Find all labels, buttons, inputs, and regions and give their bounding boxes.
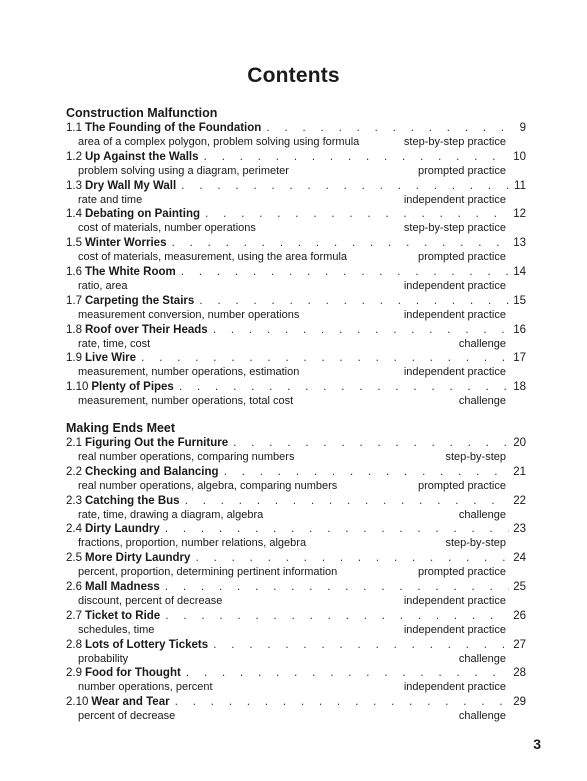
- toc-entry-line: [66, 150, 526, 164]
- toc-entry-line: [66, 580, 526, 594]
- lesson-page-number: 11: [514, 179, 526, 192]
- practice-level: prompted practice: [417, 479, 506, 492]
- toc-entry-details: [66, 337, 526, 351]
- lesson-number: 1.2: [66, 150, 82, 163]
- page-number: 3: [533, 736, 541, 752]
- lesson-number: 2.3: [66, 494, 82, 507]
- toc-entry-details: [66, 479, 526, 493]
- toc-entry-line: [66, 436, 526, 450]
- toc-entry-details: [66, 536, 526, 550]
- lesson-title: Lots of Lottery Tickets: [85, 638, 209, 651]
- toc-entry[interactable]: [66, 551, 526, 580]
- toc-entry[interactable]: [66, 121, 526, 150]
- lesson-number: 2.2: [66, 465, 82, 478]
- lesson-number: 1.5: [66, 237, 82, 250]
- practice-level: independent practice: [403, 623, 506, 636]
- practice-level: step-by-step practice: [403, 222, 506, 235]
- dot-leader: [199, 151, 510, 164]
- dot-leader: [174, 381, 509, 394]
- toc-entry[interactable]: [66, 580, 526, 609]
- lesson-topics: probability: [78, 652, 129, 665]
- toc-entry-line: [66, 695, 526, 709]
- toc-entry[interactable]: [66, 207, 526, 236]
- lesson-page-number: 29: [513, 696, 526, 709]
- table-of-contents: [66, 106, 526, 736]
- lesson-title: Figuring Out the Furniture: [85, 436, 229, 449]
- lesson-page-number: 20: [513, 436, 526, 449]
- lesson-page-number: 28: [513, 667, 526, 680]
- lesson-page-number: 21: [513, 465, 526, 478]
- toc-entry-line: [66, 638, 526, 652]
- practice-level: challenge: [458, 652, 506, 665]
- lesson-topics: percent, proportion, determining pertinent information: [78, 566, 338, 579]
- lesson-number: 2.10: [66, 696, 89, 709]
- dot-leader: [160, 523, 509, 536]
- practice-level: independent practice: [403, 594, 506, 607]
- lesson-topics: cost of materials, number operations: [78, 222, 256, 235]
- dot-leader: [170, 696, 510, 709]
- toc-entry-line: [66, 666, 526, 680]
- lesson-title: Checking and Balancing: [85, 465, 219, 478]
- dot-leader: [160, 581, 509, 594]
- toc-entry-line: [66, 551, 526, 565]
- lesson-number: 1.10: [66, 381, 89, 394]
- toc-section: [66, 421, 526, 724]
- toc-entry-details: [66, 164, 526, 178]
- lesson-number: 1.6: [66, 265, 82, 278]
- lesson-title: Plenty of Pipes: [91, 381, 174, 394]
- lesson-topics: cost of materials, measurement, using the area formula: [78, 251, 348, 264]
- toc-entry[interactable]: [66, 638, 526, 667]
- toc-entry-details: [66, 450, 526, 464]
- lesson-page-number: 16: [513, 323, 526, 336]
- toc-entry-line: [66, 179, 526, 193]
- practice-level: independent practice: [403, 308, 506, 321]
- toc-entry-details: [66, 394, 526, 408]
- practice-level: challenge: [458, 508, 506, 521]
- toc-entry-details: [66, 365, 526, 379]
- toc-entry-line: [66, 207, 526, 221]
- lesson-page-number: 18: [513, 381, 526, 394]
- lesson-topics: percent of decrease: [78, 710, 176, 723]
- section-title: Construction Malfunction: [66, 106, 218, 120]
- toc-entry-details: [66, 709, 526, 723]
- dot-leader: [208, 324, 510, 337]
- dot-leader: [166, 237, 509, 250]
- toc-entry-line: [66, 265, 526, 279]
- dot-leader: [176, 266, 509, 279]
- toc-entry-line: [66, 609, 526, 623]
- lesson-topics: rate, time, drawing a diagram, algebra: [78, 508, 264, 521]
- toc-entry-line: [66, 351, 526, 365]
- toc-entry-details: [66, 135, 526, 149]
- toc-entry-details: [66, 594, 526, 608]
- lesson-number: 2.5: [66, 552, 82, 565]
- practice-level: challenge: [458, 337, 506, 350]
- toc-entry-line: [66, 121, 526, 135]
- lesson-topics: fractions, proportion, number relations, algebra: [78, 537, 307, 550]
- lesson-page-number: 22: [513, 494, 526, 507]
- lesson-number: 2.7: [66, 609, 82, 622]
- practice-level: independent practice: [403, 366, 506, 379]
- lesson-title: Carpeting the Stairs: [85, 294, 195, 307]
- toc-entry-line: [66, 236, 526, 250]
- toc-entry-line: [66, 494, 526, 508]
- toc-entry-line: [66, 323, 526, 337]
- toc-entry[interactable]: [66, 351, 526, 380]
- lesson-topics: measurement conversion, number operations: [78, 308, 300, 321]
- lesson-title: More Dirty Laundry: [85, 552, 191, 565]
- lesson-topics: measurement, number operations, total cost: [78, 395, 294, 408]
- lesson-title: The White Room: [85, 265, 176, 278]
- toc-entry-line: [66, 294, 526, 308]
- lesson-page-number: 17: [513, 352, 526, 365]
- toc-entry-details: [66, 680, 526, 694]
- lesson-page-number: 24: [513, 552, 526, 565]
- lesson-title: Live Wire: [85, 352, 137, 365]
- lesson-page-number: 26: [513, 609, 526, 622]
- lesson-topics: ratio, area: [78, 279, 128, 292]
- lesson-topics: area of a complex polygon, problem solving using formula: [78, 136, 360, 148]
- dot-leader: [228, 437, 509, 450]
- toc-entry[interactable]: [66, 236, 526, 265]
- lesson-page-number: 25: [513, 580, 526, 593]
- toc-entry[interactable]: [66, 380, 526, 409]
- lesson-page-number: 14: [513, 265, 526, 278]
- toc-entry[interactable]: [66, 436, 526, 465]
- dot-leader: [200, 208, 509, 221]
- lesson-topics: rate and time: [78, 193, 143, 206]
- dot-leader: [219, 466, 510, 479]
- toc-entry[interactable]: [66, 666, 526, 695]
- lesson-page-number: 15: [513, 294, 526, 307]
- lesson-page-number: 9: [519, 122, 526, 134]
- lesson-page-number: 13: [513, 237, 526, 250]
- dot-leader: [208, 639, 509, 652]
- toc-entry[interactable]: [66, 609, 526, 638]
- lesson-title: Wear and Tear: [91, 696, 170, 709]
- page-title: Contents: [247, 64, 340, 87]
- lesson-title: Ticket to Ride: [85, 609, 161, 622]
- lesson-title: Roof over Their Heads: [85, 323, 208, 336]
- toc-entry-details: [66, 508, 526, 522]
- lesson-title: Catching the Bus: [85, 494, 180, 507]
- toc-entry-details: [66, 652, 526, 666]
- lesson-title: Debating on Painting: [85, 208, 200, 221]
- lesson-title: Dry Wall My Wall: [85, 179, 177, 192]
- lesson-page-number: 23: [513, 523, 526, 536]
- lesson-title: Up Against the Walls: [85, 150, 199, 163]
- toc-entry-details: [66, 221, 526, 235]
- toc-entry[interactable]: [66, 265, 526, 294]
- practice-level: independent practice: [403, 681, 506, 694]
- lesson-title: Mall Madness: [85, 580, 160, 593]
- lesson-topics: problem solving using a diagram, perimeter: [78, 164, 289, 177]
- toc-entry[interactable]: [66, 695, 526, 724]
- lesson-title: Dirty Laundry: [85, 523, 160, 536]
- lesson-title: Winter Worries: [85, 237, 167, 250]
- lesson-title: The Founding of the Foundation: [85, 122, 262, 134]
- lesson-topics: schedules, time: [78, 623, 155, 636]
- toc-entry[interactable]: [66, 294, 526, 323]
- lesson-number: 1.7: [66, 294, 82, 307]
- toc-entry[interactable]: [66, 465, 526, 494]
- lesson-number: 2.1: [66, 436, 82, 449]
- lesson-number: 1.9: [66, 352, 82, 365]
- lesson-title: Food for Thought: [85, 667, 181, 680]
- toc-entry-line: [66, 465, 526, 479]
- lesson-topics: discount, percent of decrease: [78, 594, 223, 607]
- practice-level: prompted practice: [417, 164, 506, 177]
- section-title: Making Ends Meet: [66, 420, 176, 435]
- lesson-number: 2.9: [66, 667, 82, 680]
- toc-entry-details: [66, 250, 526, 264]
- toc-entry[interactable]: [66, 179, 526, 208]
- toc-entry-details: [66, 308, 526, 322]
- practice-level: step-by-step: [445, 450, 506, 463]
- lesson-page-number: 10: [513, 150, 526, 163]
- practice-level: step-by-step practice: [403, 136, 506, 148]
- lesson-page-number: 27: [513, 638, 526, 651]
- lesson-topics: real number operations, algebra, comparing numbers: [78, 479, 338, 492]
- dot-leader: [181, 667, 509, 680]
- practice-level: independent practice: [403, 279, 506, 292]
- lesson-number: 2.4: [66, 523, 82, 536]
- dot-leader: [176, 180, 510, 193]
- toc-entry[interactable]: [66, 522, 526, 551]
- lesson-page-number: 12: [513, 208, 526, 221]
- toc-entry-line: [66, 380, 526, 394]
- lesson-number: 2.8: [66, 638, 82, 651]
- dot-leader: [160, 610, 509, 623]
- practice-level: challenge: [458, 710, 506, 723]
- toc-entry-details: [66, 623, 526, 637]
- practice-level: step-by-step: [445, 537, 506, 550]
- toc-entry-line: [66, 522, 526, 536]
- lesson-number: 1.1: [66, 122, 82, 134]
- toc-entry[interactable]: [66, 150, 526, 179]
- lesson-number: 1.3: [66, 179, 82, 192]
- toc-entry-details: [66, 279, 526, 293]
- practice-level: prompted practice: [417, 251, 506, 264]
- practice-level: prompted practice: [417, 566, 506, 579]
- lesson-topics: number operations, percent: [78, 681, 213, 694]
- practice-level: independent practice: [403, 193, 506, 206]
- toc-entry[interactable]: [66, 323, 526, 352]
- lesson-number: 1.8: [66, 323, 82, 336]
- dot-leader: [136, 352, 509, 365]
- dot-leader: [261, 122, 515, 135]
- toc-section: [66, 106, 526, 409]
- toc-entry[interactable]: [66, 494, 526, 523]
- lesson-topics: measurement, number operations, estimation: [78, 366, 300, 379]
- toc-entry-details: [66, 193, 526, 207]
- dot-leader: [190, 552, 509, 565]
- dot-leader: [194, 295, 509, 308]
- dot-leader: [180, 495, 510, 508]
- lesson-topics: real number operations, comparing numbers: [78, 450, 295, 463]
- practice-level: challenge: [458, 395, 506, 408]
- toc-entry-details: [66, 565, 526, 579]
- lesson-number: 2.6: [66, 580, 82, 593]
- lesson-topics: rate, time, cost: [78, 337, 151, 350]
- lesson-number: 1.4: [66, 208, 82, 221]
